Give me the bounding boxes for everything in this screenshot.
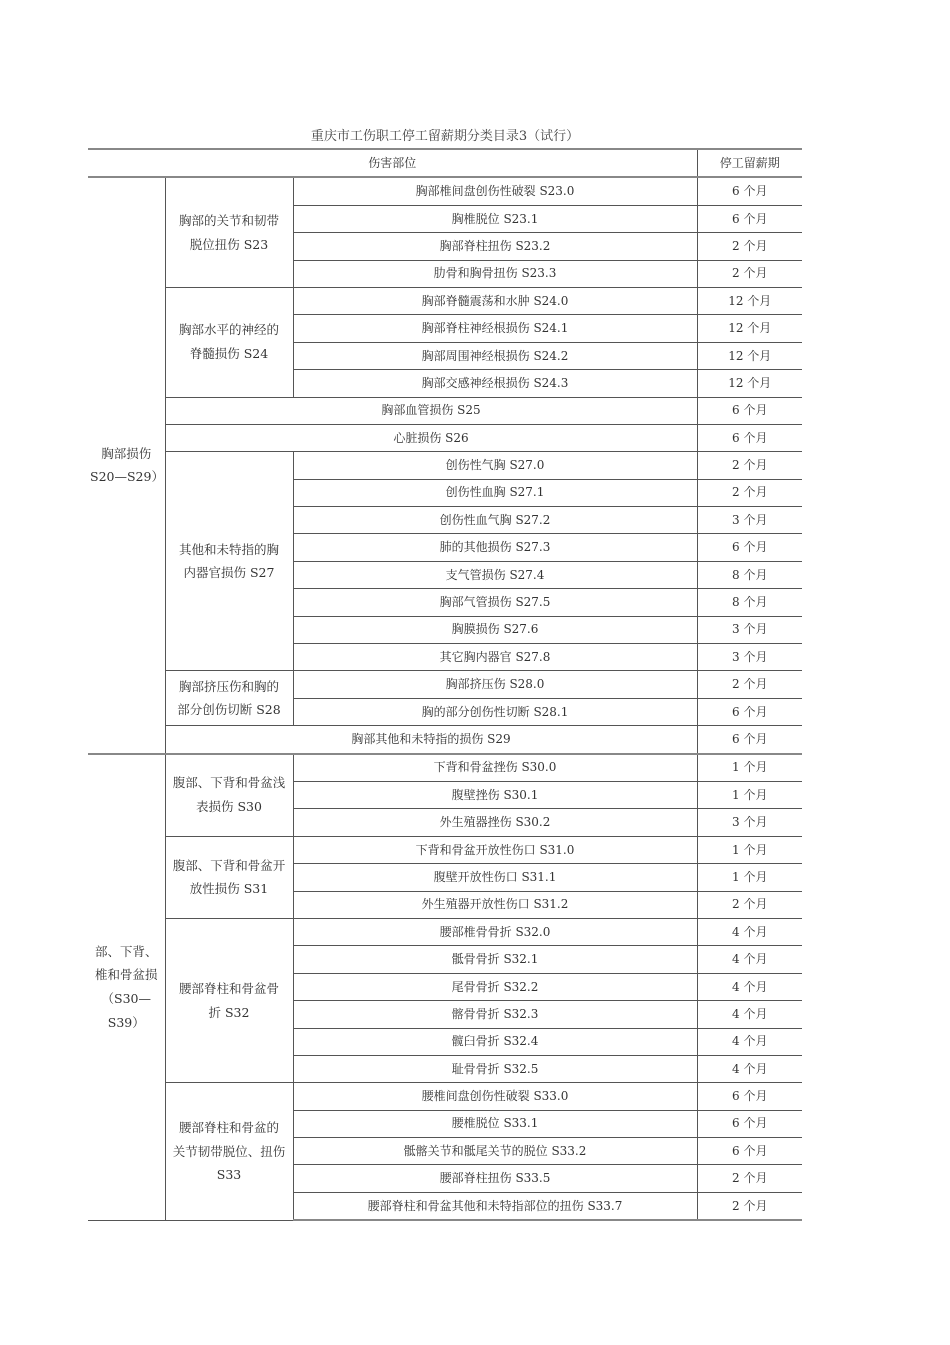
period-cell: 2 个月 [697,260,802,287]
injury-name-cell: 骶骨骨折 S32.1 [293,946,697,973]
header-injury-part: 伤害部位 [88,149,697,177]
period-cell: 6 个月 [697,726,802,754]
period-cell: 6 个月 [697,1138,802,1165]
injury-name-cell: 创伤性气胸 S27.0 [293,452,697,479]
injury-name-cell: 胸椎脱位 S23.1 [293,205,697,232]
injury-name-cell: 创伤性血胸 S27.1 [293,479,697,506]
period-cell: 6 个月 [697,1110,802,1137]
injury-name-cell: 髋臼骨折 S32.4 [293,1028,697,1055]
injury-group-cell: 心脏损伤 S26 [165,424,697,451]
period-cell: 1 个月 [697,864,802,891]
table-row [88,836,802,863]
table-row [88,671,802,698]
period-cell: 4 个月 [697,946,802,973]
cell-line: 胸部挤压伤和胸的 [178,678,279,694]
injury-name-cell: 胸的部分创伤性切断 S28.1 [293,698,697,725]
category-cell [88,177,165,753]
table-row [88,424,802,451]
subcategory-cell [165,287,293,397]
cell-line: 腹部、下背和骨盆浅 [172,775,286,791]
table-row [88,1083,802,1110]
period-cell: 4 个月 [697,1055,802,1082]
period-cell: 6 个月 [697,177,802,205]
table-row [88,287,802,314]
injury-name-cell: 腰部椎骨骨折 S32.0 [293,918,697,945]
cell-line: 内器官损伤 S27 [183,565,275,581]
injury-name-cell: 腰椎脱位 S33.1 [293,1110,697,1137]
cell-line: 部分创伤切断 S28 [177,702,281,718]
period-cell: 4 个月 [697,918,802,945]
period-cell: 2 个月 [697,479,802,506]
period-cell: 4 个月 [697,1028,802,1055]
table-row [88,177,802,205]
period-cell: 12 个月 [697,287,802,314]
period-cell: 2 个月 [697,671,802,698]
period-cell: 2 个月 [697,891,802,918]
period-cell: 4 个月 [697,973,802,1000]
table-row [88,452,802,479]
cell-line: 放性损伤 S31 [189,881,269,897]
cell-line: 腰部脊柱和骨盆的 [178,1119,279,1135]
category-cell [88,754,165,1221]
subcategory-cell [165,836,293,918]
subcategory-cell [165,671,293,726]
period-cell: 4 个月 [697,1001,802,1028]
table-row [88,918,802,945]
period-cell: 6 个月 [697,534,802,561]
period-cell: 6 个月 [697,397,802,424]
injury-name-cell: 耻骨骨折 S32.5 [293,1055,697,1082]
period-cell: 6 个月 [697,1083,802,1110]
injury-name-cell: 胸部脊髓震荡和水肿 S24.0 [293,287,697,314]
injury-name-cell: 胸部气管损伤 S27.5 [293,589,697,616]
injury-name-cell: 下背和骨盆开放性伤口 S31.0 [293,836,697,863]
period-cell: 3 个月 [697,507,802,534]
period-cell: 2 个月 [697,452,802,479]
table-row [88,754,802,782]
cell-line: 脊髓损伤 S24 [189,346,269,362]
injury-name-cell: 创伤性血气胸 S27.2 [293,507,697,534]
injury-name-cell: 胸部挤压伤 S28.0 [293,671,697,698]
injury-group-cell: 胸部血管损伤 S25 [165,397,697,424]
injury-group-cell: 胸部其他和未特指的损伤 S29 [165,726,697,754]
cell-line: 折 S32 [208,1004,250,1020]
subcategory-cell [165,918,293,1082]
injury-name-cell: 肺的其他损伤 S27.3 [293,534,697,561]
period-cell: 1 个月 [697,836,802,863]
injury-name-cell: 胸部周围神经根损伤 S24.2 [293,342,697,369]
page-title: 重庆市工伤职工停工留薪期分类目录3（试行） [310,129,580,144]
cell-line: 胸部损伤 [101,445,152,461]
injury-name-cell: 胸部脊柱扭伤 S23.2 [293,233,697,260]
injury-name-cell: 胸部交感神经根损伤 S24.3 [293,370,697,397]
stoppage-period-table [88,148,802,1221]
subcategory-cell [165,1083,293,1220]
period-cell: 12 个月 [697,342,802,369]
period-cell: 8 个月 [697,589,802,616]
period-cell: 2 个月 [697,1165,802,1192]
period-cell: 12 个月 [697,370,802,397]
period-cell: 6 个月 [697,698,802,725]
injury-name-cell: 腹壁挫伤 S30.1 [293,781,697,808]
injury-name-cell: 肋骨和胸骨扭伤 S23.3 [293,260,697,287]
subcategory-cell [165,177,293,287]
injury-name-cell: 胸部椎间盘创伤性破裂 S23.0 [293,177,697,205]
injury-name-cell: 胸部脊柱神经根损伤 S24.1 [293,315,697,342]
injury-name-cell: 外生殖器开放性伤口 S31.2 [293,891,697,918]
cell-line: 胸部水平的神经的 [178,322,279,338]
period-cell: 1 个月 [697,781,802,808]
period-cell: 12 个月 [697,315,802,342]
table-row [88,726,802,754]
period-cell: 8 个月 [697,561,802,588]
period-cell: 6 个月 [697,205,802,232]
period-cell: 2 个月 [697,233,802,260]
period-cell: 3 个月 [697,809,802,836]
injury-name-cell: 外生殖器挫伤 S30.2 [293,809,697,836]
injury-name-cell: 髂骨骨折 S32.3 [293,1001,697,1028]
injury-name-cell: 腰椎间盘创伤性破裂 S33.0 [293,1083,697,1110]
subcategory-cell [165,754,293,837]
injury-name-cell: 腰部脊柱和骨盆其他和未特指部位的扭伤 S33.7 [293,1192,697,1220]
period-cell: 3 个月 [697,644,802,671]
period-cell: 1 个月 [697,754,802,782]
cell-line: 部、下背、 [94,943,158,959]
cell-line: 椎和骨盆损 [94,967,158,983]
injury-name-cell: 骶髂关节和骶尾关节的脱位 S33.2 [293,1138,697,1165]
cell-line: 脱位扭伤 S23 [189,236,269,252]
cell-line: 表损伤 S30 [196,799,262,815]
injury-name-cell: 其它胸内器官 S27.8 [293,644,697,671]
injury-name-cell: 尾骨骨折 S32.2 [293,973,697,1000]
subcategory-cell [165,452,293,671]
period-cell: 6 个月 [697,424,802,451]
cell-line: S33 [216,1167,242,1183]
table-row [88,397,802,424]
cell-line: 腹部、下背和骨盆开 [172,857,286,873]
cell-line: （S30—S39） [101,991,151,1030]
injury-name-cell: 下背和骨盆挫伤 S30.0 [293,754,697,782]
injury-name-cell: 腹壁开放性伤口 S31.1 [293,864,697,891]
injury-name-cell: 腰部脊柱扭伤 S33.5 [293,1165,697,1192]
header-stoppage-period: 停工留薪期 [697,149,802,177]
cell-line: S20—S29） [90,469,164,485]
cell-line: 其他和未特指的胸 [178,541,279,557]
period-cell: 3 个月 [697,616,802,643]
period-cell: 2 个月 [697,1192,802,1220]
injury-name-cell: 胸膜损伤 S27.6 [293,616,697,643]
cell-line: 腰部脊柱和骨盆骨 [178,980,279,996]
injury-name-cell: 支气管损伤 S27.4 [293,561,697,588]
cell-line: 关节韧带脱位、扭伤 [172,1143,286,1159]
cell-line: 胸部的关节和韧带 [178,212,279,228]
